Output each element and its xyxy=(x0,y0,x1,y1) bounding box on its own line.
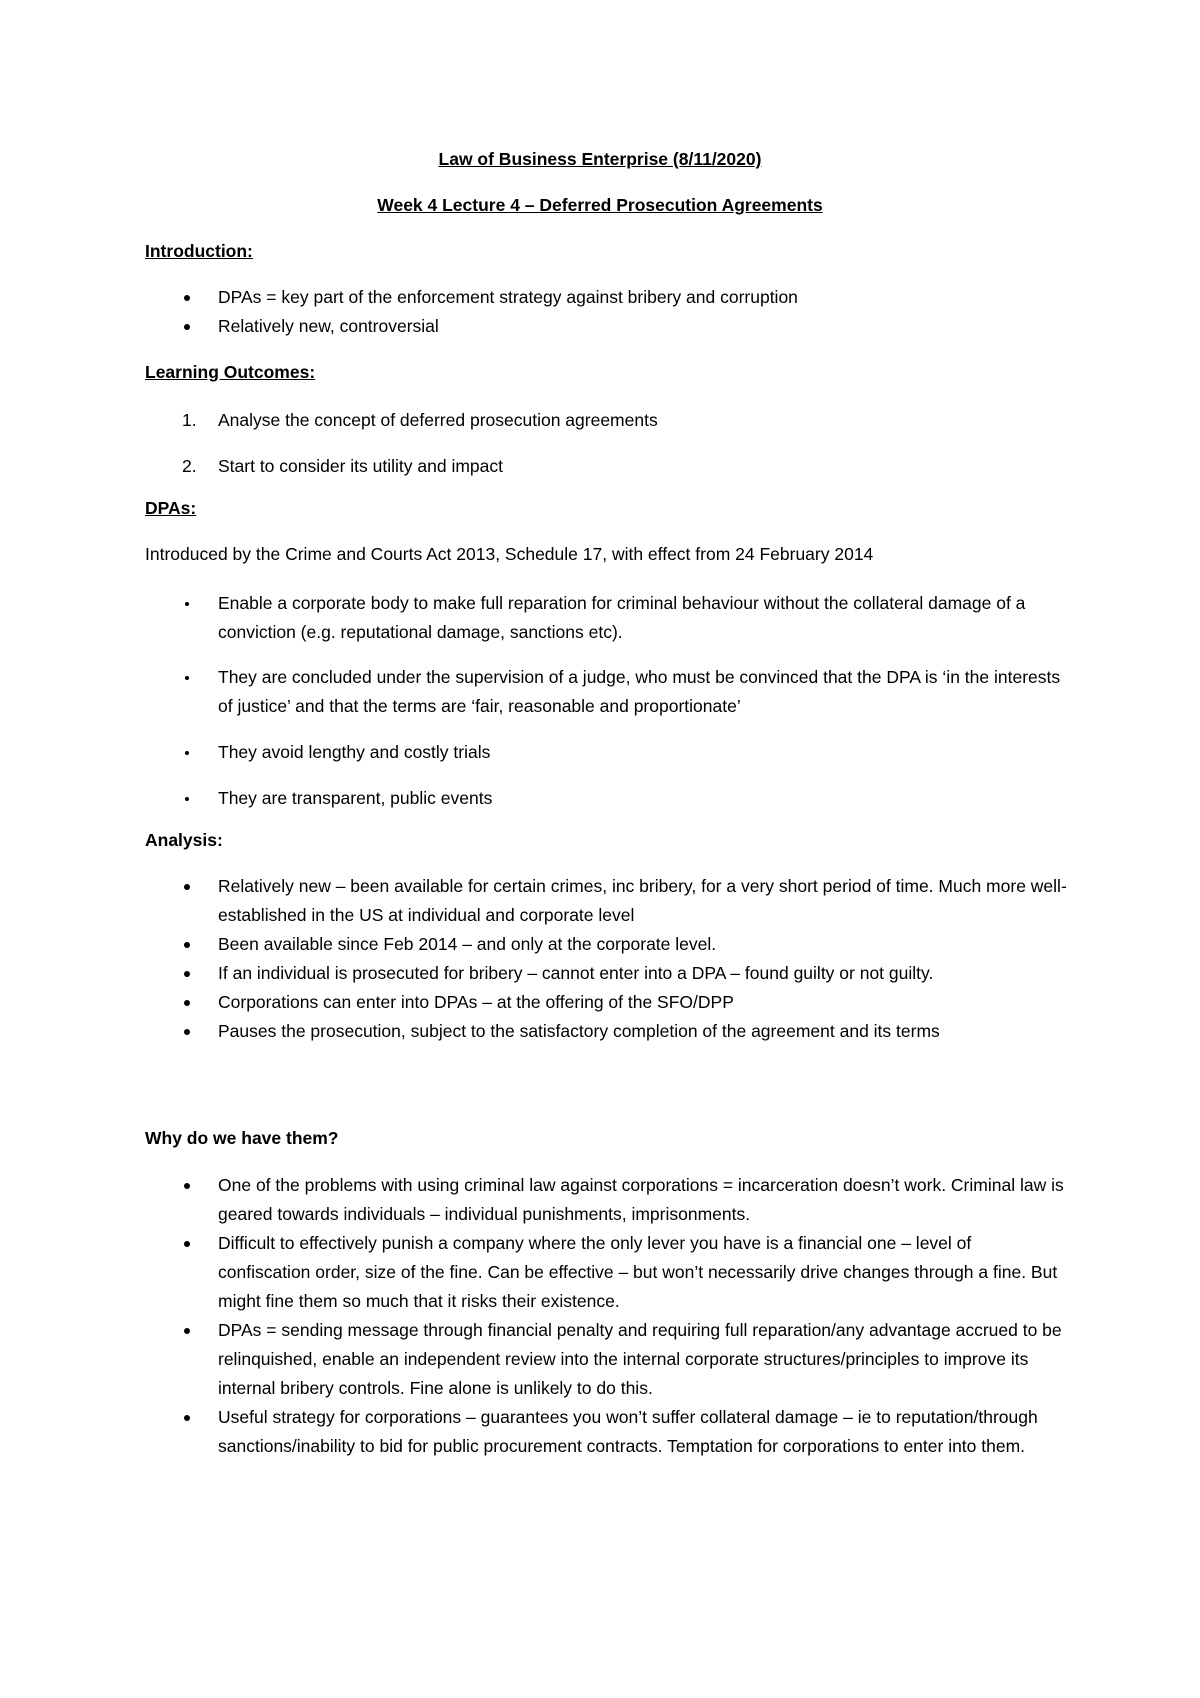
introduction-heading: Introduction: xyxy=(145,241,253,261)
learning-outcomes-heading: Learning Outcomes: xyxy=(145,362,316,382)
list-item: They are transparent, public events xyxy=(218,788,493,808)
why-list xyxy=(0,1171,1200,1461)
learning-outcomes-list xyxy=(0,406,1200,435)
document-title: Law of Business Enterprise (8/11/2020) xyxy=(438,149,762,169)
list-number: 1. xyxy=(182,410,197,430)
analysis-heading: Analysis: xyxy=(145,830,223,850)
learning-outcomes-list xyxy=(0,452,1200,481)
dpas-list xyxy=(0,784,1200,813)
list-item: DPAs = key part of the enforcement strategy against bribery and corruption xyxy=(218,287,798,307)
list-number: 2. xyxy=(182,456,197,476)
dpas-list xyxy=(0,663,1200,721)
list-item: One of the problems with using criminal law against corporations = incarceration doesn’t work. Criminal law is geared towards individuals – individual punishments, imprisonments. xyxy=(218,1175,1064,1224)
list-item: Relatively new – been available for certain crimes, inc bribery, for a very short period of time. Much more well-established in the US at individual and corporate level xyxy=(218,876,1067,925)
introduction-list xyxy=(0,283,1200,341)
list-item: Relatively new, controversial xyxy=(218,316,439,336)
list-item: They avoid lengthy and costly trials xyxy=(218,742,491,762)
list-item: Been available since Feb 2014 – and only at the corporate level. xyxy=(218,934,717,954)
dpas-list xyxy=(0,589,1200,647)
dpas-list xyxy=(0,738,1200,767)
list-item: Enable a corporate body to make full reparation for criminal behaviour without the collateral damage of a conviction (e.g. reputational damage, sanctions etc). xyxy=(218,593,1026,642)
list-item: 1. Analyse the concept of deferred prosecution agreements xyxy=(0,406,1068,435)
dpas-intro: Introduced by the Crime and Courts Act 2013, Schedule 17, with effect from 24 February 2014 xyxy=(145,544,874,564)
list-item: They are concluded under the supervision of a judge, who must be convinced that the DPA is ‘in the interests of justice’ and that the terms are ‘fair, reasonable and proportionate’ xyxy=(218,667,1061,716)
document-subtitle: Week 4 Lecture 4 – Deferred Prosecution Agreements xyxy=(377,195,823,215)
list-item: DPAs = sending message through financial penalty and requiring full reparation/any advantage accrued to be relinquished, enable an independent review into the internal corporate structures/principles to improve its internal bribery controls. Fine alone is unlikely to do this. xyxy=(218,1320,1062,1398)
list-item: Pauses the prosecution, subject to the satisfactory completion of the agreement and its terms xyxy=(218,1021,940,1041)
list-item: Difficult to effectively punish a company where the only lever you have is a financial one – level of confiscation order, size of the fine. Can be effective – but won’t necessarily drive changes through a fine. But might fine them so much that it risks their existence. xyxy=(218,1233,1058,1311)
analysis-list xyxy=(0,872,1200,1046)
list-item: 2. Start to consider its utility and impact xyxy=(0,452,1068,481)
dpas-heading: DPAs: xyxy=(145,498,197,518)
list-item: If an individual is prosecuted for bribery – cannot enter into a DPA – found guilty or not guilty. xyxy=(218,963,934,983)
list-item: Useful strategy for corporations – guarantees you won’t suffer collateral damage – ie to reputation/through sanctions/inability to bid for public procurement contracts. Temptation for corporations to enter into them. xyxy=(218,1407,1038,1456)
why-heading: Why do we have them? xyxy=(145,1128,339,1148)
list-item: Corporations can enter into DPAs – at the offering of the SFO/DPP xyxy=(218,992,734,1012)
